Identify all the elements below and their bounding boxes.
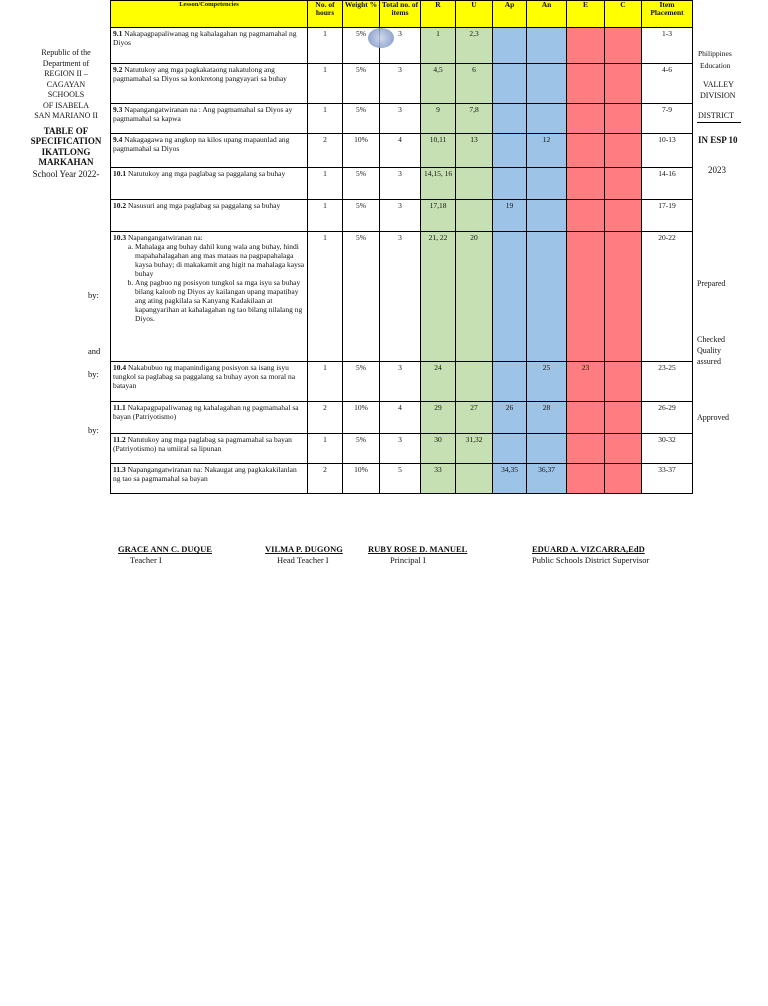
cell-c xyxy=(605,28,642,64)
valley-text: VALLEY xyxy=(703,80,734,89)
cell-r: 1 xyxy=(421,28,456,64)
cell-ap xyxy=(493,362,527,402)
cell-an: 28 xyxy=(527,402,567,434)
competency-cell xyxy=(111,434,308,464)
cell-weight: 10% xyxy=(343,464,380,494)
header-r: R xyxy=(421,1,456,28)
cell-u: 7,8 xyxy=(456,104,493,134)
cell-c xyxy=(605,64,642,104)
cell-items: 3 xyxy=(380,64,421,104)
cell-hours: 2 xyxy=(308,134,343,168)
signatory-name: VILMA P. DUGONG xyxy=(265,544,343,554)
cell-r: 21, 22 xyxy=(421,232,456,362)
cell-an xyxy=(527,434,567,464)
cell-r: 33 xyxy=(421,464,456,494)
cell-weight: 5% xyxy=(343,362,380,402)
table-row xyxy=(111,402,693,434)
cell-placement: 1-3 xyxy=(642,28,693,64)
specification-table xyxy=(110,0,693,494)
table-row xyxy=(111,434,693,464)
philippines-text: Philippines xyxy=(698,49,732,58)
cell-u: 20 xyxy=(456,232,493,362)
header-e: E xyxy=(567,1,605,28)
district-text: DISTRICT xyxy=(698,111,734,120)
cell-u xyxy=(456,464,493,494)
cell-e xyxy=(567,134,605,168)
competency-text: Nakapagpapaliwanag ng kahalagahan ng pagmamahal sa bayan (Patriyotismo) xyxy=(113,403,299,421)
cell-hours: 1 xyxy=(308,64,343,104)
cell-items: 3 xyxy=(380,434,421,464)
table-row xyxy=(111,168,693,200)
cell-placement: 20-22 xyxy=(642,232,693,362)
header-u: U xyxy=(456,1,493,28)
cell-placement: 10-13 xyxy=(642,134,693,168)
education-text: Education xyxy=(700,61,731,70)
cell-an xyxy=(527,104,567,134)
cell-placement: 26-29 xyxy=(642,402,693,434)
district-rule xyxy=(697,122,741,123)
cagayan-text: CAGAYAN xyxy=(46,79,86,89)
signatory-name: GRACE ANN C. DUQUE xyxy=(118,544,212,554)
cell-placement: 7-9 xyxy=(642,104,693,134)
signatory-name: EDUARD A. VIZCARRA,EdD xyxy=(532,544,645,554)
cell-weight: 5% xyxy=(343,28,380,64)
region-text: REGION II – xyxy=(44,69,88,78)
header-an: An xyxy=(527,1,567,28)
header-weight: Weight % xyxy=(343,1,380,28)
title-line-4: MARKAHAN xyxy=(38,157,94,167)
cell-an xyxy=(527,232,567,362)
signatory-title: Head Teacher I xyxy=(277,555,329,565)
cell-ap xyxy=(493,64,527,104)
deped-seal-icon xyxy=(368,28,394,48)
competency-code: 9.4 xyxy=(113,135,123,144)
approved-label: Approved xyxy=(697,413,729,422)
cell-items: 3 xyxy=(380,200,421,232)
cell-e xyxy=(567,200,605,232)
competency-cell xyxy=(111,64,308,104)
header-placement: Item Placement xyxy=(642,1,693,28)
cell-ap xyxy=(493,28,527,64)
cell-e xyxy=(567,64,605,104)
cell-placement: 33-37 xyxy=(642,464,693,494)
cell-r: 4,5 xyxy=(421,64,456,104)
cell-an xyxy=(527,64,567,104)
table-row xyxy=(111,362,693,402)
school-year: School Year 2022- xyxy=(32,168,100,179)
competency-cell xyxy=(111,232,308,362)
competency-code: 11.1 xyxy=(113,403,126,412)
assured-label: assured xyxy=(697,357,721,366)
cell-placement: 17-19 xyxy=(642,200,693,232)
cell-e xyxy=(567,104,605,134)
competency-code: 9.2 xyxy=(113,65,123,74)
cell-ap xyxy=(493,232,527,362)
cell-c xyxy=(605,362,642,402)
prepared-label: Prepared xyxy=(697,279,726,288)
cell-u: 13 xyxy=(456,134,493,168)
cell-u: 2,3 xyxy=(456,28,493,64)
cell-hours: 1 xyxy=(308,168,343,200)
table-row xyxy=(111,134,693,168)
competency-cell xyxy=(111,28,308,64)
republic-text: Republic of the xyxy=(41,48,91,57)
competency-text: Natutukoy ang mga paglabag sa pagmamahal sa bayan (Patriyotismo) na umiiral sa lipunan xyxy=(113,435,292,453)
competency-text: Napangangatwiranan na : Ang pagmamahal sa Diyos ay pagmamahal sa kapwa xyxy=(113,105,293,123)
subject-text: IN ESP 10 xyxy=(698,135,738,145)
san-mariano-text: SAN MARIANO II xyxy=(34,111,98,120)
competency-subitem: b. Ang pagbuo ng posisyon tungkol sa mga isyu sa buhay bilang kaloob ng Diyos ay kailangan upang mapatibay ang ating pagkilala sa Kanyang Kadakilaan at kapangyarihan at kahalagahan ng tao bilang nilalang ng Diyos. xyxy=(135,278,305,323)
cell-u: 6 xyxy=(456,64,493,104)
cell-weight: 10% xyxy=(343,134,380,168)
cell-weight: 10% xyxy=(343,402,380,434)
competency-subitem: a. Mahalaga ang buhay dahil kung wala ang buhay, hindi mapahahalagahan ang mas mataas na pagpapahalaga kaysa buhay; di makakamit ang higit na mahalaga kaysa buhay xyxy=(135,242,305,278)
table-row xyxy=(111,28,693,64)
cell-an xyxy=(527,168,567,200)
cell-an xyxy=(527,28,567,64)
cell-c xyxy=(605,232,642,362)
cell-items: 5 xyxy=(380,464,421,494)
signatory-title: Teacher I xyxy=(130,555,162,565)
cell-hours: 1 xyxy=(308,28,343,64)
cell-weight: 5% xyxy=(343,64,380,104)
cell-ap: 34,35 xyxy=(493,464,527,494)
cell-u xyxy=(456,362,493,402)
department-text: Department of xyxy=(42,58,90,68)
competency-code: 10.1 xyxy=(113,169,127,178)
checked-label: Checked xyxy=(697,335,725,344)
competency-cell xyxy=(111,168,308,200)
cell-c xyxy=(605,104,642,134)
cell-hours: 1 xyxy=(308,200,343,232)
cell-hours: 2 xyxy=(308,402,343,434)
cell-e xyxy=(567,402,605,434)
signatory-title: Principal I xyxy=(390,555,426,565)
signatory-1 xyxy=(118,544,212,566)
isabela-text: OF ISABELA xyxy=(42,100,89,110)
cell-items: 3 xyxy=(380,104,421,134)
cell-e xyxy=(567,464,605,494)
cell-c xyxy=(605,434,642,464)
table-row xyxy=(111,104,693,134)
competency-subitems xyxy=(113,242,305,323)
competency-cell xyxy=(111,402,308,434)
table-row xyxy=(111,464,693,494)
header-items: Total no. of items xyxy=(380,1,421,28)
cell-e xyxy=(567,434,605,464)
cell-hours: 1 xyxy=(308,232,343,362)
header-ap: Ap xyxy=(493,1,527,28)
cell-u: 27 xyxy=(456,402,493,434)
cell-u xyxy=(456,200,493,232)
cell-ap: 26 xyxy=(493,402,527,434)
competency-code: 10.3 xyxy=(113,233,127,242)
quality-label: Quality xyxy=(697,346,721,355)
table-row xyxy=(111,64,693,104)
cell-weight: 5% xyxy=(343,232,380,362)
cell-r: 30 xyxy=(421,434,456,464)
and-label: and xyxy=(88,346,101,356)
approved-by-label: by: xyxy=(88,425,99,435)
cell-items: 4 xyxy=(380,134,421,168)
cell-placement: 4-6 xyxy=(642,64,693,104)
cell-weight: 5% xyxy=(343,168,380,200)
cell-placement: 30-32 xyxy=(642,434,693,464)
title-line-3: IKATLONG xyxy=(41,146,91,157)
cell-an xyxy=(527,200,567,232)
table-row xyxy=(111,200,693,232)
competency-code: 11.3 xyxy=(113,465,126,474)
cell-hours: 1 xyxy=(308,434,343,464)
cell-an: 25 xyxy=(527,362,567,402)
document-title xyxy=(28,126,104,168)
cell-r: 10,11 xyxy=(421,134,456,168)
competency-text: Natutukoy ang mga pagkakataong nakatulong ang pagmamahal sa Diyos sa konkretong pangyayari sa buhay xyxy=(113,65,287,83)
competency-code: 9.3 xyxy=(113,105,123,114)
checked-by-label: by: xyxy=(88,369,99,379)
signatory-4 xyxy=(532,544,649,566)
cell-r: 9 xyxy=(421,104,456,134)
table-row xyxy=(111,232,693,362)
signatory-name: RUBY ROSE D. MANUEL xyxy=(368,544,468,554)
cell-e xyxy=(567,168,605,200)
cell-e xyxy=(567,232,605,362)
cell-ap: 19 xyxy=(493,200,527,232)
prepared-by-label: by: xyxy=(88,290,99,300)
cell-u: 31,32 xyxy=(456,434,493,464)
competency-code: 10.2 xyxy=(113,201,127,210)
signatory-2 xyxy=(265,544,343,566)
competency-text: Nakapagpapaliwanag ng kahalagahan ng pagmamahal ng Diyos xyxy=(113,29,297,47)
competency-cell xyxy=(111,362,308,402)
competency-text: Nasusuri ang mga paglabag sa paggalang sa buhay xyxy=(128,201,281,210)
header-lesson: Lesson/Competencies xyxy=(111,1,308,28)
title-line-2: SPECIFICATION xyxy=(30,136,102,146)
cell-weight: 5% xyxy=(343,104,380,134)
cell-ap xyxy=(493,134,527,168)
header-c: C xyxy=(605,1,642,28)
cell-items: 3 xyxy=(380,232,421,362)
division-text: DIVISION xyxy=(700,91,736,100)
competency-text: Napangangatwiranan na: Nakaugat ang pagkakakilanlan ng tao sa pagmamahal sa bayan xyxy=(113,465,297,483)
competency-cell xyxy=(111,200,308,232)
cell-items: 4 xyxy=(380,402,421,434)
cell-ap xyxy=(493,434,527,464)
signatory-3 xyxy=(368,544,467,566)
competency-cell xyxy=(111,134,308,168)
cell-hours: 2 xyxy=(308,464,343,494)
cell-placement: 23-25 xyxy=(642,362,693,402)
title-line-1: TABLE OF xyxy=(43,125,89,136)
cell-c xyxy=(605,168,642,200)
cell-an: 36,37 xyxy=(527,464,567,494)
competency-text: Nakagagawa ng angkop na kilos upang mapaunlad ang pagmamahal sa Diyos xyxy=(113,135,290,153)
competency-code: 10.4 xyxy=(113,363,127,372)
table-header-row xyxy=(111,1,693,28)
competency-text: Napangangatwiranan na: xyxy=(128,233,203,242)
cell-weight: 5% xyxy=(343,434,380,464)
cell-r: 14,15, 16 xyxy=(421,168,456,200)
cell-c xyxy=(605,134,642,168)
cell-r: 24 xyxy=(421,362,456,402)
competency-cell xyxy=(111,464,308,494)
cell-r: 17,18 xyxy=(421,200,456,232)
cell-hours: 1 xyxy=(308,362,343,402)
cell-u xyxy=(456,168,493,200)
cell-r: 29 xyxy=(421,402,456,434)
cell-e: 23 xyxy=(567,362,605,402)
header-hours: No. of hours xyxy=(308,1,343,28)
competency-code: 9.1 xyxy=(113,29,123,38)
competency-text: Nakabubuo ng mapanindigang posisyon sa isang isyu tungkol sa paglabag sa paggalang sa buhay ayon sa moral na batayan xyxy=(113,363,296,390)
cell-an: 12 xyxy=(527,134,567,168)
cell-c xyxy=(605,200,642,232)
competency-cell xyxy=(111,104,308,134)
cell-hours: 1 xyxy=(308,104,343,134)
cell-placement: 14-16 xyxy=(642,168,693,200)
competency-text: Natutukoy ang mga paglabag sa paggalang sa buhay xyxy=(128,169,286,178)
signatory-title: Public Schools District Supervisor xyxy=(532,555,650,565)
year-text: 2023 xyxy=(708,165,726,175)
schools-text: SCHOOLS xyxy=(47,90,85,99)
cell-items: 3 xyxy=(380,28,421,64)
cell-weight: 5% xyxy=(343,200,380,232)
competency-code: 11.2 xyxy=(113,435,126,444)
left-column xyxy=(28,48,104,179)
cell-c xyxy=(605,402,642,434)
cell-items: 3 xyxy=(380,168,421,200)
cell-ap xyxy=(493,168,527,200)
cell-items: 3 xyxy=(380,362,421,402)
cell-e xyxy=(567,28,605,64)
cell-c xyxy=(605,464,642,494)
cell-ap xyxy=(493,104,527,134)
